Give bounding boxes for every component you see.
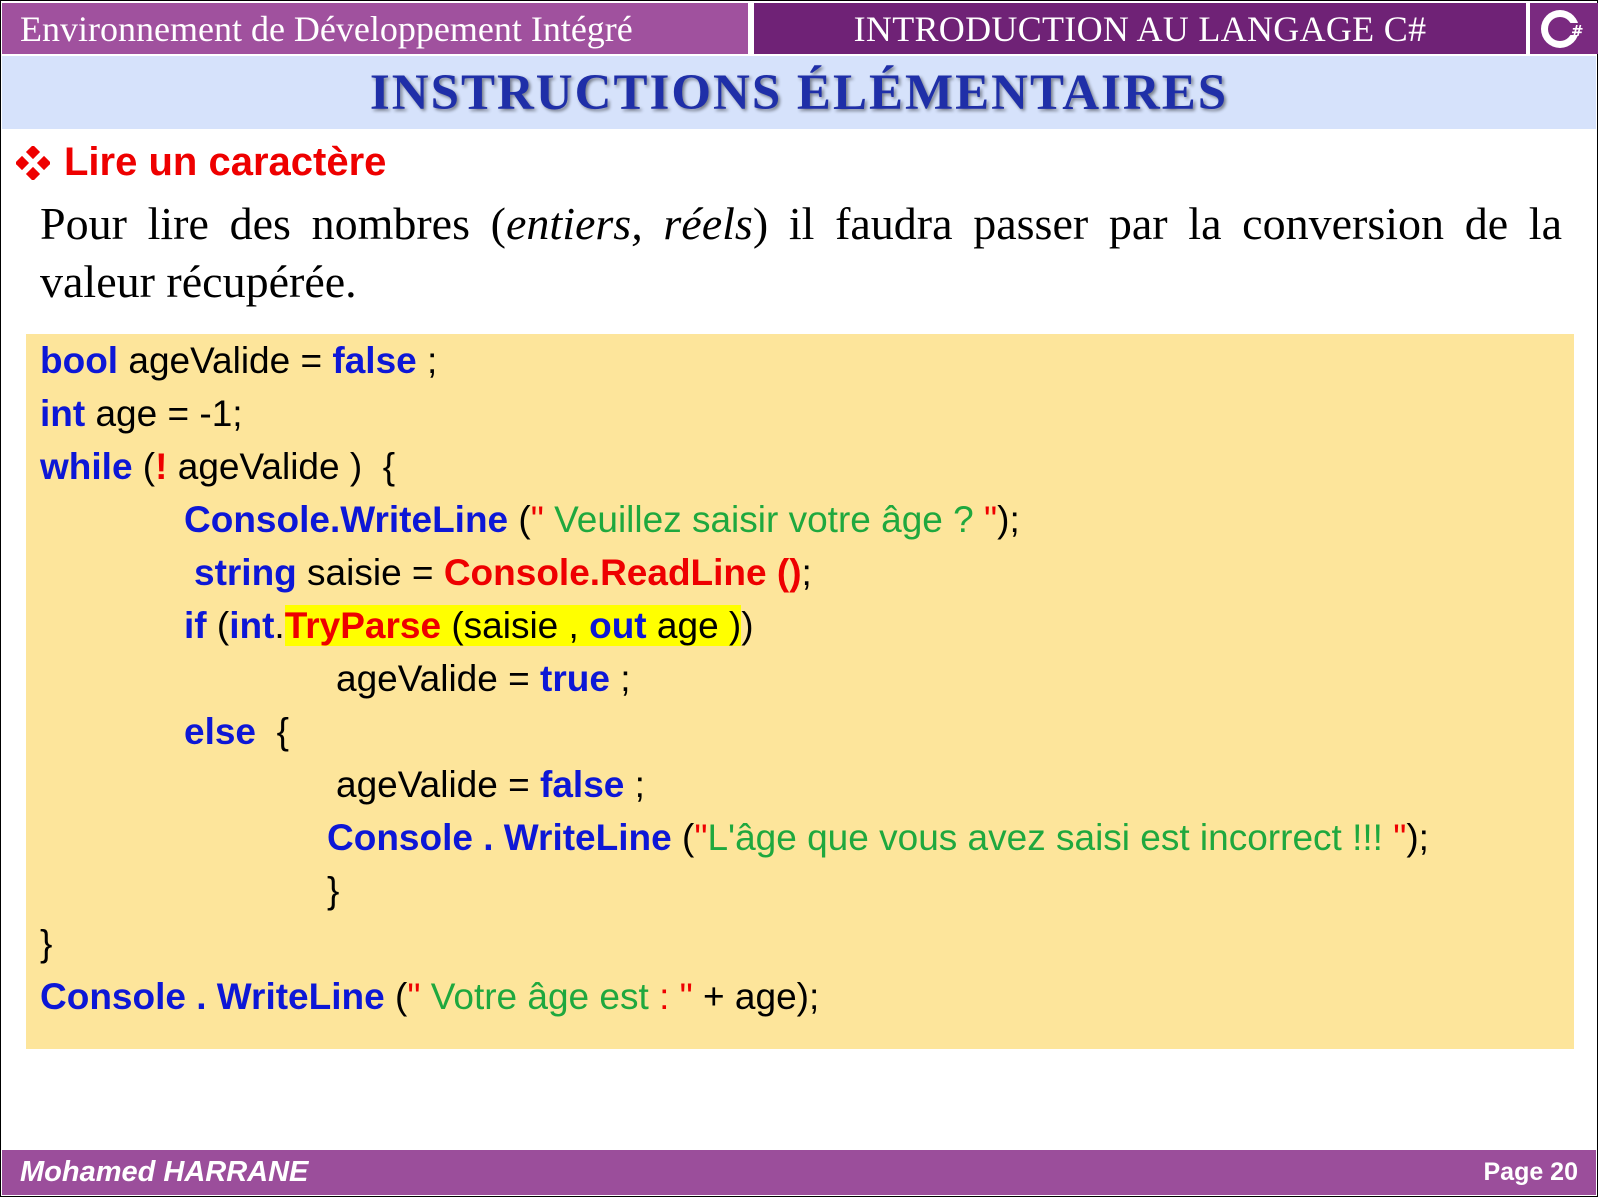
code-text: } xyxy=(327,870,340,911)
code-text: . xyxy=(274,605,285,646)
intro-paragraph xyxy=(40,195,1562,311)
diamond-bullet-icon xyxy=(16,146,50,180)
slide-title: INSTRUCTIONS ÉLÉMENTAIRES xyxy=(369,64,1229,121)
code-line xyxy=(40,447,395,487)
code-string: Votre âge est xyxy=(420,976,660,1017)
code-keyword: out xyxy=(589,605,647,646)
code-keyword: true xyxy=(540,658,610,699)
paragraph-text-2: ) il faudra passer par la conversion de la valeur récupérée. xyxy=(40,198,1562,307)
code-line xyxy=(40,924,52,964)
code-keyword: while xyxy=(40,446,133,487)
code-text: (saisie , xyxy=(441,605,590,646)
code-line xyxy=(40,977,819,1017)
code-text: ); xyxy=(1406,817,1429,858)
code-keyword: bool xyxy=(40,340,119,381)
code-operator: ! xyxy=(155,446,168,487)
code-line xyxy=(327,818,1429,858)
code-text: + age); xyxy=(692,976,820,1017)
code-text: ); xyxy=(997,499,1020,540)
code-keyword: Console . WriteLine xyxy=(327,817,672,858)
code-keyword: false xyxy=(540,764,625,805)
page-number: Page 20 xyxy=(1483,1158,1578,1186)
code-line xyxy=(327,871,339,911)
code-line xyxy=(336,765,645,805)
code-line xyxy=(184,712,289,752)
slide-footer xyxy=(2,1150,1596,1195)
code-quote: " xyxy=(669,976,693,1017)
section-heading xyxy=(16,140,386,185)
code-keyword: int xyxy=(229,605,275,646)
code-line xyxy=(184,500,1020,540)
paragraph-text-1: Pour lire des nombres ( xyxy=(40,198,506,249)
code-text: ) xyxy=(741,605,754,646)
slide-title-band xyxy=(2,56,1596,129)
code-keyword: else xyxy=(184,711,257,752)
code-text: ( xyxy=(384,976,408,1017)
code-text: } xyxy=(40,923,53,964)
code-quote: : xyxy=(659,976,670,1017)
code-method-call: Console.ReadLine () xyxy=(443,552,802,593)
code-line xyxy=(336,659,630,699)
code-quote: " xyxy=(1393,817,1407,858)
code-keyword: false xyxy=(332,340,417,381)
code-text: ; xyxy=(624,764,645,805)
code-text: ( xyxy=(132,446,156,487)
code-string: L'âge que vous avez saisi est incorrect !!! xyxy=(707,817,1394,858)
code-keyword: string xyxy=(194,552,297,593)
paragraph-italic: entiers, réels xyxy=(506,198,753,249)
code-method-call: TryParse xyxy=(284,605,442,646)
code-text: { xyxy=(256,711,289,752)
code-block xyxy=(26,334,1574,1049)
code-keyword: int xyxy=(40,393,86,434)
code-quote: " xyxy=(694,817,708,858)
code-line xyxy=(40,341,437,381)
footer-author: Mohamed HARRANE xyxy=(20,1156,309,1188)
code-keyword: if xyxy=(184,605,207,646)
code-text: ; xyxy=(609,658,631,699)
code-text: ( xyxy=(206,605,230,646)
code-highlight xyxy=(285,605,742,646)
code-line xyxy=(194,553,812,593)
code-text: ( xyxy=(671,817,695,858)
svg-text:#: # xyxy=(1571,21,1584,40)
code-line xyxy=(40,394,243,434)
code-text: ageValide ) { xyxy=(167,446,396,487)
code-text: saisie = xyxy=(296,552,444,593)
section-heading-text: Lire un caractère xyxy=(64,140,387,184)
code-text: age = -1; xyxy=(85,393,243,434)
code-line xyxy=(184,606,754,646)
code-keyword: Console.WriteLine xyxy=(184,499,509,540)
code-text: ; xyxy=(801,552,812,593)
code-string: Veuillez saisir votre âge ? xyxy=(543,499,985,540)
code-quote: " xyxy=(530,499,544,540)
header-chapter-title: INTRODUCTION AU LANGAGE C# xyxy=(754,3,1526,54)
code-quote: " xyxy=(407,976,421,1017)
code-text: ( xyxy=(508,499,531,540)
code-text: ; xyxy=(416,340,438,381)
code-text: ageValide = xyxy=(118,340,333,381)
code-text: ageValide = xyxy=(336,764,541,805)
csharp-logo-icon xyxy=(1530,3,1598,54)
code-keyword: Console . WriteLine xyxy=(40,976,385,1017)
code-quote: " xyxy=(984,499,998,540)
code-text: age ) xyxy=(646,605,742,646)
code-text: ageValide = xyxy=(336,658,541,699)
header-course-title: Environnement de Développement Intégré xyxy=(2,3,748,54)
